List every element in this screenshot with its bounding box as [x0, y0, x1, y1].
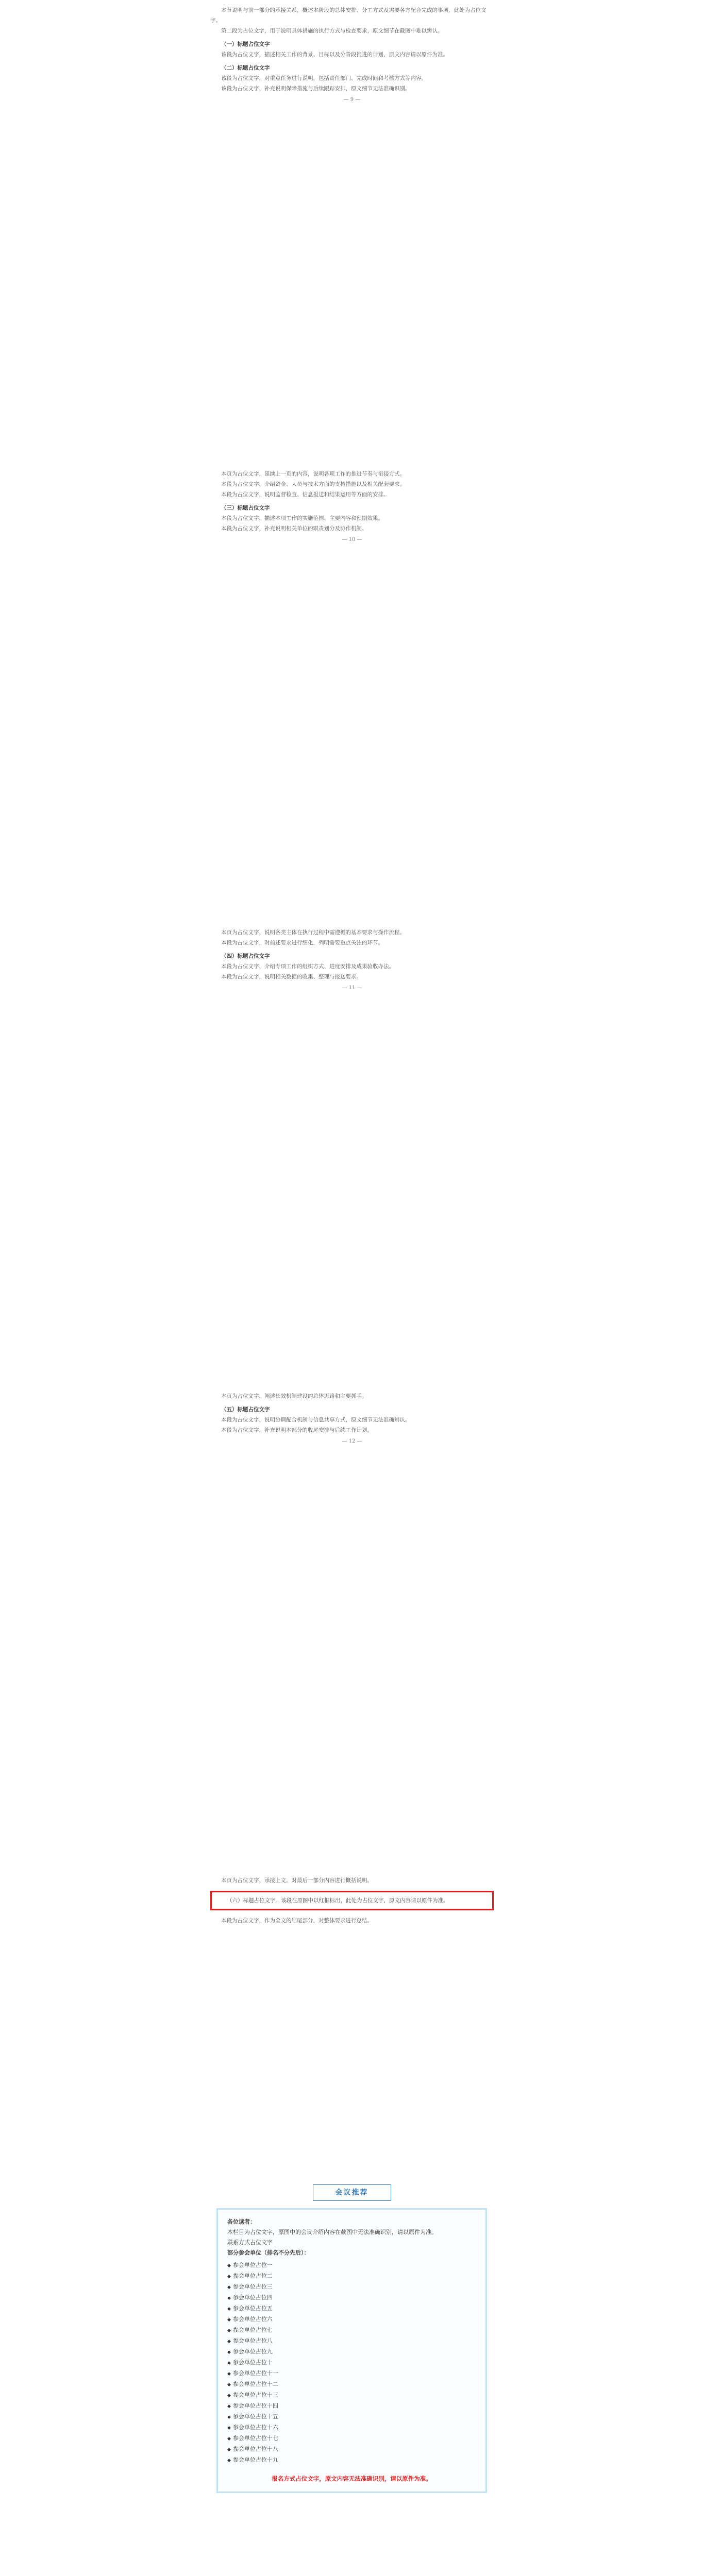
- document-page-2: [210, 469, 494, 543]
- list-item: ◆ 参会单位占位六: [227, 2314, 476, 2325]
- highlighted-section: [210, 1891, 494, 1910]
- page-number: — 10 —: [342, 537, 362, 543]
- recommend-section: [216, 2184, 487, 2493]
- list-item: ◆ 参会单位占位十一: [227, 2368, 476, 2379]
- list-item: ◆ 参会单位占位十六: [227, 2422, 476, 2433]
- list-item: ◆ 参会单位占位十九: [227, 2455, 476, 2466]
- contact-line: 联系方式占位文字: [227, 2239, 273, 2246]
- section-heading: （一）标题占位文字: [221, 41, 270, 47]
- section-heading: （四）标题占位文字: [221, 953, 270, 959]
- recommend-box: [216, 2208, 487, 2493]
- paragraph: 该段为占位文字，描述相关工作的背景、目标以及分阶段推进的计划，原文内容请以原件为准。: [221, 52, 448, 58]
- list-item: ◆ 参会单位占位八: [227, 2336, 476, 2347]
- greeting: 各位读者：: [227, 2218, 256, 2225]
- recommend-title: 会议推荐: [313, 2184, 391, 2201]
- paragraph: （六）标题占位文字。该段在原图中以红框标出，此处为占位文字，原文内容请以原件为准。: [227, 1897, 449, 1904]
- paragraph: 本段为占位文字，补充说明本部分的收尾安排与后续工作计划。: [221, 1427, 373, 1433]
- signup-call-to-action: 报名方式占位文字，原文内容无法准确识别，请以原件为准。: [272, 2475, 432, 2482]
- paragraph: 本段为占位文字，介绍专项工作的组织方式、进度安排及成果验收办法。: [221, 963, 394, 970]
- list-item: ◆ 参会单位占位七: [227, 2325, 476, 2336]
- list-item: ◆ 参会单位占位十二: [227, 2379, 476, 2390]
- document-page-3: [210, 927, 494, 991]
- paragraph: 本段为占位文字，说明监督检查、信息报送和结果运用等方面的安排。: [221, 492, 389, 498]
- section-heading: （三）标题占位文字: [221, 505, 270, 511]
- list-item: ◆ 参会单位占位五: [227, 2303, 476, 2314]
- paragraph: 本节说明与前一部分的承接关系，概述本阶段的总体安排、分工方式及需要各方配合完成的事项，此处为占位文字。: [210, 7, 487, 24]
- paragraph: 本段为占位文字，作为全文的结尾部分，对整体要求进行总结。: [221, 1918, 373, 1924]
- paragraph: 本段为占位文字，介绍资金、人员与技术方面的支持措施以及相关配套要求。: [221, 481, 405, 487]
- list-item: ◆ 参会单位占位十: [227, 2358, 476, 2368]
- paragraph: 该段为占位文字，补充说明保障措施与后续跟踪安排，原文细节无法准确识别。: [221, 86, 411, 92]
- list-item: ◆ 参会单位占位十七: [227, 2433, 476, 2444]
- list-item: ◆ 参会单位占位三: [227, 2282, 476, 2293]
- paragraph: 本页为占位文字，说明各类主体在执行过程中需遵循的基本要求与操作流程。: [221, 929, 405, 936]
- paragraph: 第二段为占位文字，用于说明具体措施的执行方式与检查要求，原文细节在截图中难以辨认。: [221, 28, 443, 34]
- paragraph: 本段为占位文字，补充说明相关单位的职责划分及协作机制。: [221, 526, 367, 532]
- paragraph: 该段为占位文字，对重点任务进行说明，包括责任部门、完成时间和考核方式等内容。: [221, 75, 427, 81]
- conference-intro: 本栏目为占位文字，原图中的会议介绍内容在截图中无法准确识别，请以原件为准。: [227, 2229, 437, 2235]
- list-item: ◆ 参会单位占位四: [227, 2293, 476, 2303]
- section-heading: （五）标题占位文字: [221, 1406, 270, 1413]
- page-number: — 12 —: [342, 1438, 362, 1444]
- document-page-4: [210, 1391, 494, 1444]
- units-label: 部分参会单位（排名不分先后）：: [227, 2249, 310, 2256]
- units-list: [227, 2260, 476, 2466]
- list-item: ◆ 参会单位占位一: [227, 2260, 476, 2271]
- paragraph: 本段为占位文字，对前述要求进行细化，列明需要重点关注的环节。: [221, 940, 383, 946]
- paragraph: 本段为占位文字，描述本项工作的实施范围、主要内容和预期效果。: [221, 515, 383, 521]
- paragraph: 本页为占位文字，延续上一页的内容，说明各项工作的推进节奏与衔接方式。: [221, 471, 405, 477]
- paragraph: 本页为占位文字，阐述长效机制建设的总体思路和主要抓手。: [221, 1393, 367, 1399]
- list-item: ◆ 参会单位占位十五: [227, 2412, 476, 2422]
- list-item: ◆ 参会单位占位十三: [227, 2390, 476, 2401]
- page-number: — 11 —: [342, 985, 362, 991]
- document-page-5: [210, 1875, 494, 1926]
- section-heading: （二）标题占位文字: [221, 65, 270, 71]
- paragraph: 本段为占位文字，说明相关数据的收集、整理与报送要求。: [221, 974, 362, 980]
- list-item: ◆ 参会单位占位十四: [227, 2401, 476, 2412]
- list-item: ◆ 参会单位占位十八: [227, 2444, 476, 2455]
- page-number: — 9 —: [343, 97, 361, 103]
- list-item: ◆ 参会单位占位九: [227, 2347, 476, 2358]
- paragraph: 本段为占位文字，说明协调配合机制与信息共享方式，原文细节无法准确辨认。: [221, 1417, 411, 1423]
- paragraph: 本页为占位文字，承接上文，对最后一部分内容进行概括说明。: [221, 1877, 373, 1884]
- document-page-1: [210, 5, 494, 103]
- list-item: ◆ 参会单位占位二: [227, 2271, 476, 2282]
